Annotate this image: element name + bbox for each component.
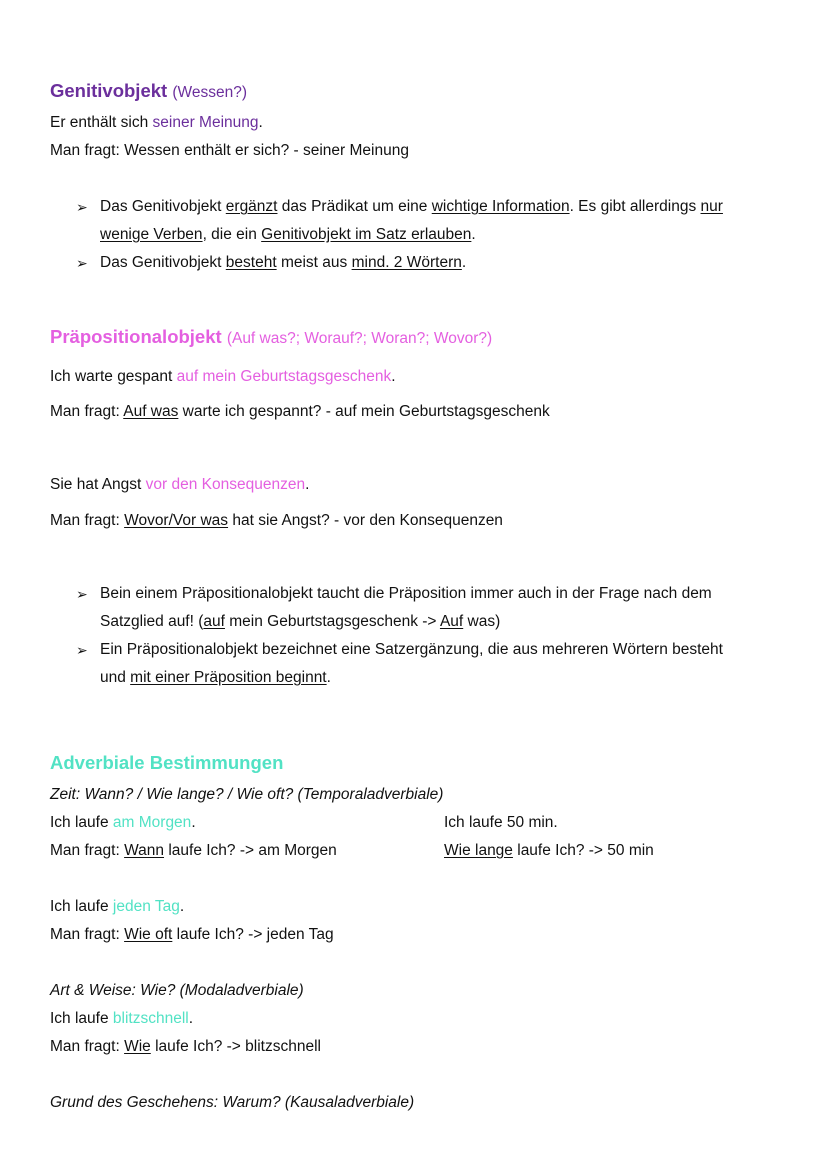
praep-example-1: Ich warte gespant auf mein Geburtstagsgeschenk. [50,368,396,385]
adverb-frage-tag: Man fragt: Wie oft laufe Ich? -> jeden Tag [50,926,334,943]
genitiv-question: (Wessen?) [172,84,247,101]
genitiv-title: Genitivobjekt [50,80,168,101]
genitiv-highlight: seiner Meinung [152,114,259,131]
genitiv-example: Er enthält sich seiner Meinung. [50,114,263,131]
adverb-heading: Adverbiale Bestimmungen [50,752,284,773]
adverb-example-50: Ich laufe 50 min. [444,814,558,831]
praep-title: Präpositionalobjekt [50,326,222,347]
bullet-icon: ➢ [76,642,88,658]
praep-bullet-2-cont: und mit einer Präposition beginnt. [100,669,331,686]
praep-frage-1: Man fragt: Auf was warte ich gespannt? - auf mein Geburtstagsgeschenk [50,403,550,420]
bullet-icon: ➢ [76,199,88,215]
adverb-art-label: Art & Weise: Wie? (Modaladverbiale) [50,982,304,999]
adverb-zeit-label: Zeit: Wann? / Wie lange? / Wie oft? (Temporaladverbiale) [50,786,444,803]
adverb-frage-blitz: Man fragt: Wie laufe Ich? -> blitzschnell [50,1038,321,1055]
praep-highlight: vor den Konsequenzen [145,476,306,493]
adverb-frage-50: Wie lange laufe Ich? -> 50 min [444,842,654,859]
adverb-frage-morgen: Man fragt: Wann laufe Ich? -> am Morgen [50,842,337,859]
praep-bullet-1: Bein einem Präpositionalobjekt taucht die Präposition immer auch in der Frage nach dem [100,585,712,602]
praep-frage-2: Man fragt: Wovor/Vor was hat sie Angst? - vor den Konsequenzen [50,512,503,529]
adverb-highlight: am Morgen [112,814,192,831]
adverb-grund-label: Grund des Geschehens: Warum? (Kausaladverbiale) [50,1094,415,1111]
praep-example-2: Sie hat Angst vor den Konsequenzen. [50,476,310,493]
bullet-icon: ➢ [76,586,88,602]
adverb-example-morgen: Ich laufe am Morgen. [50,814,196,831]
adverb-highlight: jeden Tag [112,898,180,915]
adverb-example-blitz: Ich laufe blitzschnell. [50,1010,194,1027]
adverb-highlight: blitzschnell [112,1010,189,1027]
genitiv-bullet-2: Das Genitivobjekt besteht meist aus mind. 2 Wörtern. [100,254,467,271]
genitiv-bullet-1: Das Genitivobjekt ergänzt das Prädikat um eine wichtige Information. Es gibt allerdings nur [100,198,723,215]
genitiv-frage: Man fragt: Wessen enthält er sich? - seiner Meinung [50,142,409,159]
genitiv-bullet-1-cont: wenige Verben, die ein Genitivobjekt im Satz erlauben. [100,226,476,243]
praep-bullet-2: Ein Präpositionalobjekt bezeichnet eine Satzergänzung, die aus mehreren Wörtern besteht [100,641,723,658]
praep-bullet-1-cont: Satzglied auf! (auf mein Geburtstagsgeschenk -> Auf was) [100,613,501,630]
bullet-icon: ➢ [76,255,88,271]
praep-highlight: auf mein Geburtstagsgeschenk [176,368,392,385]
genitiv-heading [50,81,247,103]
praep-heading [50,327,492,349]
praep-question: (Auf was?; Worauf?; Woran?; Wovor?) [226,330,493,347]
adverb-example-tag: Ich laufe jeden Tag. [50,898,185,915]
